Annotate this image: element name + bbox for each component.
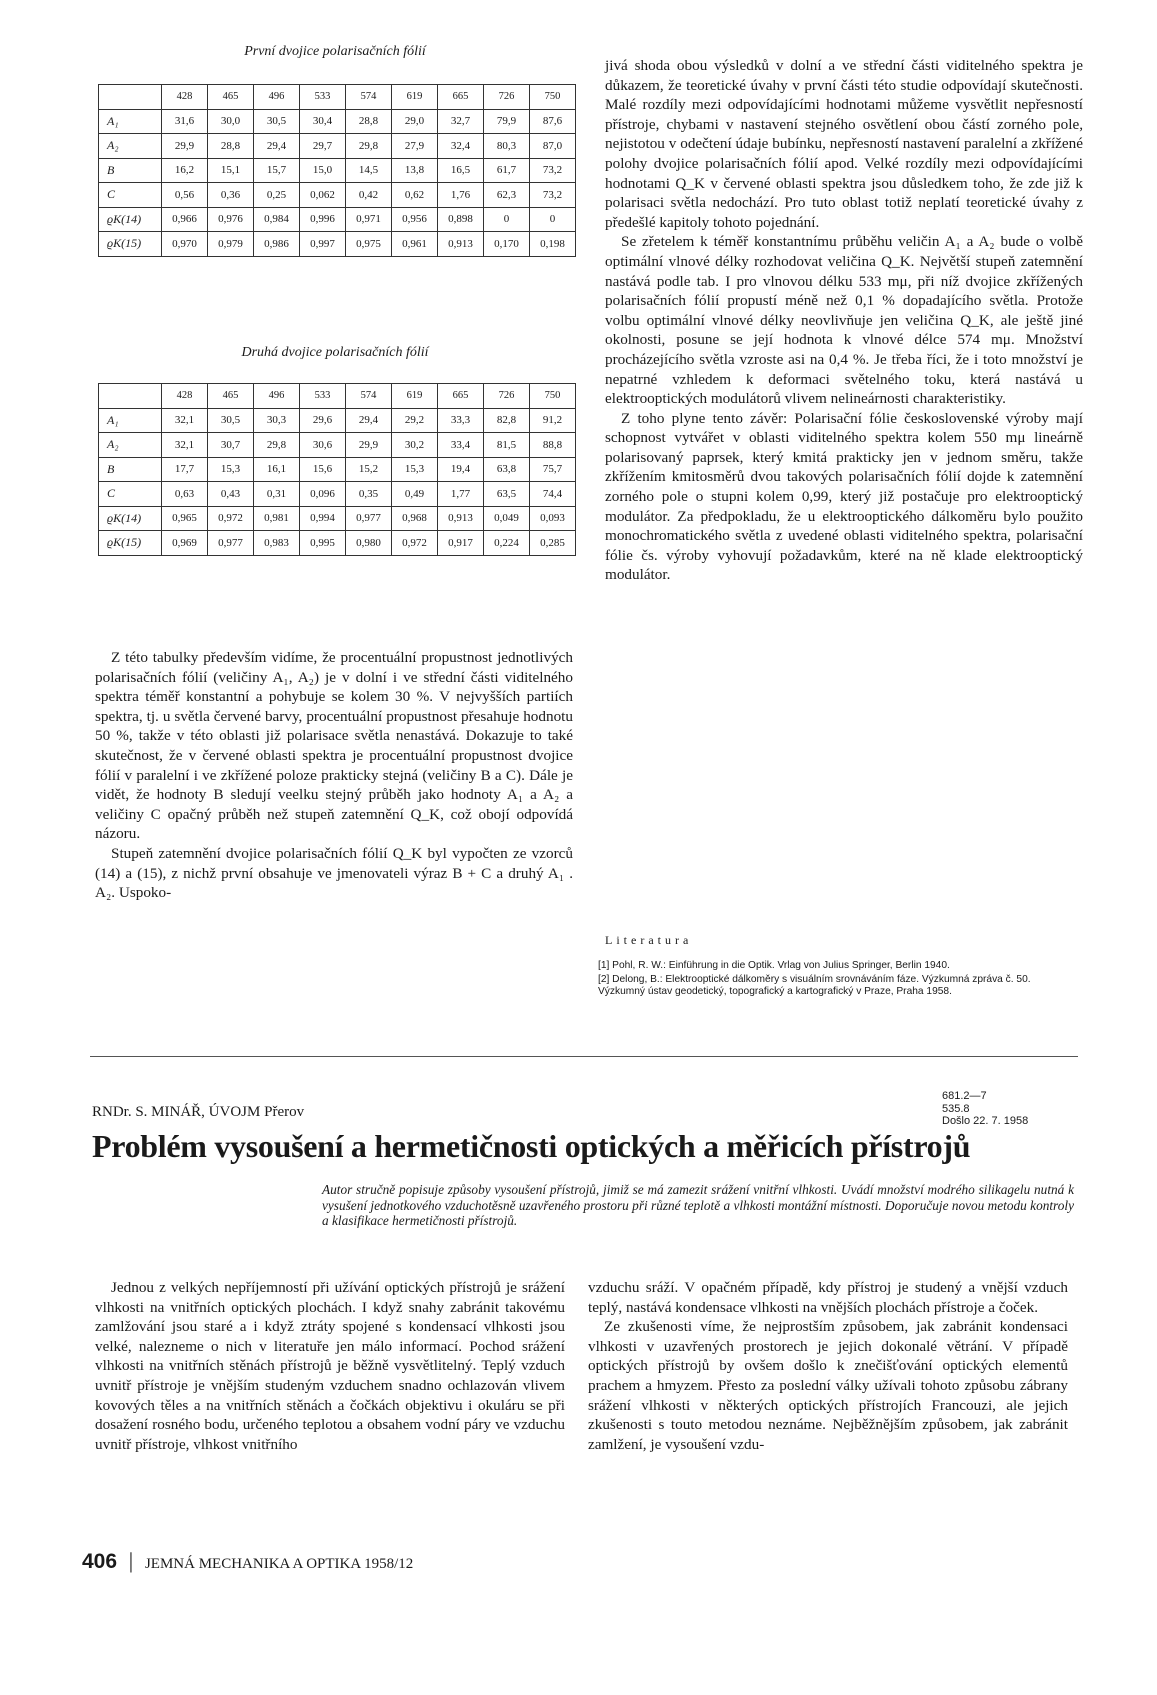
table-cell: 29,7 [300,134,346,159]
table-cell: 32,4 [438,134,484,159]
table-cell: 30,4 [300,109,346,134]
udc-code: 681.2—7 [942,1090,987,1102]
right-column [605,56,1083,585]
table-cell: 1,76 [438,183,484,208]
table-cell: 91,2 [530,408,576,433]
table-row [99,457,576,482]
row-label: A₁ [99,109,162,134]
author: RNDr. S. MINÁŘ, ÚVOJM Přerov [92,1104,305,1120]
row-label: B [99,457,162,482]
header-cell: 750 [530,85,576,110]
table-cell: 16,2 [162,158,208,183]
header-cell: 619 [392,85,438,110]
row-label: C [99,482,162,507]
table-cell: 0,224 [484,531,530,556]
table-cell: 0 [484,207,530,232]
table-header-row [99,384,576,409]
table-cell: 0,965 [162,506,208,531]
header-cell: 496 [254,384,300,409]
table-cell: 63,5 [484,482,530,507]
table-cell: 0,917 [438,531,484,556]
table-cell: 0,970 [162,232,208,257]
table-row [99,158,576,183]
table-cell: 0,31 [254,482,300,507]
table-cell: 29,6 [300,408,346,433]
table-cell: 0,36 [208,183,254,208]
table-cell: 28,8 [208,134,254,159]
table-cell: 0,977 [208,531,254,556]
table-cell: 16,5 [438,158,484,183]
table-cell: 0,983 [254,531,300,556]
table-cell: 15,3 [208,457,254,482]
table-cell: 0,994 [300,506,346,531]
table-cell: 62,3 [484,183,530,208]
table-cell: 0,976 [208,207,254,232]
table-cell: 30,7 [208,433,254,458]
header-cell: 465 [208,85,254,110]
article-right-column [588,1278,1068,1454]
table-cell: 0,972 [392,531,438,556]
table-cell: 0,913 [438,506,484,531]
footer-separator: | [128,1548,134,1573]
table-cell: 0,996 [300,207,346,232]
abstract: Autor stručně popisuje způsoby vysoušení přístrojů, jimiž se má zamezit srážení vnitřní vlhkosti. Uvádí množství modrého silikagelu nutná k vysušení jednotkového vzduchotěsně uzavřeného prostoru při různé teplotě a vlhkosti montážní místnosti. Doporučuje novou metodu kontroly a klasifikace hermetičnosti přístrojů. [322,1182,1074,1228]
table-cell: 29,9 [162,134,208,159]
reference: [1] Pohl, R. W.: Einführung in die Optik. Vrlag von Julius Springer, Berlin 1940. [598,960,950,971]
header-cell: 533 [300,85,346,110]
table-cell: 87,6 [530,109,576,134]
paragraph: Z toho plyne tento závěr: Polarisační fólie československé výroby mají schopnost vytvářet v oblasti viditelného spektra kolem 550 mμ lineárně polarisovaný paprsek, který kmitá prakticky jen v jednom směru, takže zkřížením kmitosměrů dvou takových polarisačních fólií dojde k zatemnění zorného pole o stupni kolem 0,99, který již postačuje pro elektrooptický modulátor. Za předpokladu, že u elektrooptického dálkoměru bylo použito monochromatického světla z uvedené oblasti viditelného spektra, polarisační fólie čs. výroby vyhovují požadavkům, které na ně klade elektrooptický modulátor. [605,409,1083,584]
table-cell: 73,2 [530,158,576,183]
table-cell: 27,9 [392,134,438,159]
table-cell: 0,56 [162,183,208,208]
table-cell: 0,966 [162,207,208,232]
table-row [99,232,576,257]
table-cell: 0,975 [346,232,392,257]
table-cell: 29,8 [254,433,300,458]
table-cell: 15,1 [208,158,254,183]
table-cell: 0,981 [254,506,300,531]
table-cell: 73,2 [530,183,576,208]
table-cell: 15,7 [254,158,300,183]
table-cell: 0,898 [438,207,484,232]
page-number: 406 [82,1550,118,1573]
table-cell: 0,49 [392,482,438,507]
table-cell: 63,8 [484,457,530,482]
header-cell: 619 [392,384,438,409]
table-cell: 15,3 [392,457,438,482]
paragraph: jivá shoda obou výsledků v dolní a ve střední části viditelného spektra je důkazem, že teoretické úvahy v první části této studie odpovídají skutečnosti. Malé rozdíly mezi odpovídajícími hodnotami můžeme vysvětlit nepřesností přístroje, chybami v nastavení stejného osvětlení obou částí zorného pole, nejistotou v odečtení údaje bubínku, nepřesností nastavení paralelní a zkřížené polohy dvojice polarisačních fólií apod. Velké rozdíly mezi odpovídajícími hodnotami Q_K v červené oblasti spektra jsou důsledkem toho, že zde již k polarisaci světla nedochází. Pro tuto oblast totiž neplatí teoretické úvahy z předešlé kapitoly tohoto pojednání. [605,57,1083,231]
header-cell: 750 [530,384,576,409]
table-header-row [99,85,576,110]
table-cell: 29,0 [392,109,438,134]
reference: [2] Delong, B.: Elektrooptické dálkoměry s visuálním srovnáváním fáze. Výzkumná zpráva č. 50. Výzkumný ústav geodetický, topografický a kartografický v Praze, Praha 1958. [598,974,1031,997]
table-cell: 79,9 [484,109,530,134]
header-cell: 496 [254,85,300,110]
table-cell: 30,2 [392,433,438,458]
footer [82,1548,413,1574]
table-cell: 30,6 [300,433,346,458]
table-cell: 30,3 [254,408,300,433]
table-row [99,134,576,159]
table-cell: 29,9 [346,433,392,458]
row-label: ϱK(15) [99,232,162,257]
article-title: Problém vysoušení a hermetičnosti optických a měřicích přístrojů [92,1128,971,1164]
table-cell: 0,956 [392,207,438,232]
table-cell: 31,6 [162,109,208,134]
table-cell: 74,4 [530,482,576,507]
table1-caption: První dvojice polarisačních fólií [244,44,426,59]
table-cell: 0,972 [208,506,254,531]
table-row [99,183,576,208]
table-cell: 0,971 [346,207,392,232]
paragraph: Stupeň zatemnění dvojice polarisačních fólií Q_K byl vypočten ze vzorců (14) a (15), z nichž první obsahuje ve jmenovateli výraz B + C a druhý A₁ . A₂. Uspoko- [95,844,573,902]
table-cell: 0,198 [530,232,576,257]
row-label: A₂ [99,433,162,458]
table-cell: 32,1 [162,408,208,433]
table2-caption: Druhá dvojice polarisačních fólií [241,345,429,360]
table1 [98,84,576,257]
paragraph: Jednou z velkých nepříjemností při užívání optických přístrojů je srážení vlhkosti na vnitřních optických plochách. I když snahy zabránit takovému zamlžování jsou staré a i když ztráty spojené s kondensací vlhkosti jsou velké, nalezneme o nich v literatuře jen málo informací. Pochod srážení vlhkosti na vnitřních stěnách přístrojů je běžně vysvětlitelný. Teplý vzduch uvnitř přístroje je vnějším studeným vzduchem snadno ochlazován vlivem kovových těles a na vnitřních stěnách a čočkách objektivu i okuláru se při dosažení rosného bodu, určeného teplotou a obsahem vodní páry ve vzduchu uvnitř přístroje, vlhkost vnitřního [95,1279,565,1453]
table-cell: 0,096 [300,482,346,507]
table-row [99,506,576,531]
table-cell: 0,979 [208,232,254,257]
table-cell: 29,8 [346,134,392,159]
header-cell: 726 [484,85,530,110]
divider [90,1056,1078,1057]
header-cell [99,85,162,110]
paragraph: vzduchu sráží. V opačném případě, kdy přístroj je studený a vnější vzduch teplý, nastává kondensace vlhkosti na vnějších plochách přístroje a čoček. [588,1279,1068,1316]
table-cell: 16,1 [254,457,300,482]
table-cell: 88,8 [530,433,576,458]
table-cell: 32,7 [438,109,484,134]
header-cell [99,384,162,409]
row-label: ϱK(14) [99,506,162,531]
table-cell: 0,995 [300,531,346,556]
table-cell: 1,77 [438,482,484,507]
table-cell: 81,5 [484,433,530,458]
table-cell: 33,3 [438,408,484,433]
table-cell: 15,0 [300,158,346,183]
table2 [98,383,576,556]
table-cell: 0,961 [392,232,438,257]
row-label: ϱK(14) [99,207,162,232]
received-date: Došlo 22. 7. 1958 [942,1115,1029,1127]
left-column [95,648,573,903]
table-cell: 0,913 [438,232,484,257]
table-cell: 82,8 [484,408,530,433]
table-cell: 0,170 [484,232,530,257]
table-row [99,482,576,507]
table-cell: 30,5 [208,408,254,433]
table-cell: 0,093 [530,506,576,531]
table-cell: 28,8 [346,109,392,134]
table-cell: 0,35 [346,482,392,507]
paragraph: Se zřetelem k téměř konstantnímu průběhu veličin A₁ a A₂ bude o volbě optimální vlnové délky rozhodovat veličina Q_K. Největší stupeň zatemnění nastává podle tab. I pro vlnovou délku 533 mμ, při níž dvojice zkřížených polarisačních fólií propustí méně než 0,1 % dopadajícího světla. Protože volbu optimální vlnové délky neovlivňuje jen veličina Q_K, ale ještě jiné okolnosti, posune se její hodnota k vlnové délce 574 mμ. Množství procházejícího světla vzroste asi na 0,4 %. Je třeba říci, že i toto množství je nepatrné vzhledem k deformaci světelného toku, která nastává u elektrooptických modulátorů vlivem nelineárnosti charakteristiky. [605,233,1083,408]
table-cell: 80,3 [484,134,530,159]
header-cell: 574 [346,85,392,110]
table-cell: 17,7 [162,457,208,482]
header-cell: 574 [346,384,392,409]
row-label: A₁ [99,408,162,433]
table-cell: 0,997 [300,232,346,257]
article-left-column [95,1278,565,1454]
row-label: A₂ [99,134,162,159]
table-cell: 29,4 [254,134,300,159]
table-cell: 75,7 [530,457,576,482]
udc-code: 535.8 [942,1102,970,1115]
header-cell: 465 [208,384,254,409]
table-cell: 0,968 [392,506,438,531]
header-cell: 533 [300,384,346,409]
table-cell: 29,2 [392,408,438,433]
header-cell: 428 [162,384,208,409]
table-cell: 0,63 [162,482,208,507]
table-row [99,408,576,433]
row-label: B [99,158,162,183]
row-label: ϱK(15) [99,531,162,556]
table-cell: 0,062 [300,183,346,208]
table-cell: 29,4 [346,408,392,433]
table-cell: 87,0 [530,134,576,159]
table-cell: 0,986 [254,232,300,257]
table-cell: 0,980 [346,531,392,556]
table-cell: 32,1 [162,433,208,458]
table-row [99,207,576,232]
table-cell: 30,5 [254,109,300,134]
table-cell: 0,285 [530,531,576,556]
header-cell: 665 [438,384,484,409]
header-cell: 428 [162,85,208,110]
table-cell: 0,049 [484,506,530,531]
table-cell: 15,6 [300,457,346,482]
table-cell: 0,25 [254,183,300,208]
table-cell: 15,2 [346,457,392,482]
table-cell: 0,977 [346,506,392,531]
table-cell: 33,4 [438,433,484,458]
table-cell: 0,42 [346,183,392,208]
literature-heading: Literatura [605,933,693,947]
table-cell: 19,4 [438,457,484,482]
table-cell: 14,5 [346,158,392,183]
table-cell: 0,62 [392,183,438,208]
table-cell: 61,7 [484,158,530,183]
paragraph: Ze zkušenosti víme, že nejprostším způsobem, jak zabránit kondensaci vlhkosti v uzavřených prostorech je jejich dokonalé větrání. V případě optických přístrojů by ovšem došlo k znečišťování optických elementů prachem a hmyzem. Přesto za poslední války užívali tohoto způsobu zábrany srážení vlhkosti v některých optických přístrojích Francouzi, ale jejich zkušenosti s touto metodou neznáme. Nejběžnějším způsobem, jak zabránit zamlžení, je vysoušení vzdu- [588,1318,1068,1453]
table-cell: 13,8 [392,158,438,183]
table-row [99,109,576,134]
table-cell: 0,984 [254,207,300,232]
table-cell: 0,969 [162,531,208,556]
table-cell: 0,43 [208,482,254,507]
header-cell: 726 [484,384,530,409]
references [598,960,1078,1000]
journal-name: JEMNÁ MECHANIKA A OPTIKA 1958/12 [144,1556,414,1572]
header-cell: 665 [438,85,484,110]
table-cell: 30,0 [208,109,254,134]
udc-block [942,1090,1028,1128]
paragraph: Z této tabulky především vidíme, že procentuální propustnost jednotlivých polarisačních fólií (veličiny A₁, A₂) je v dolní i ve střední části viditelného spektra téměř konstantní a pohybuje se kolem 30 %. V nejvyšších partiích spektra, tj. u světla červené barvy, procentuální propustnost přesahuje hodnotu 50 %, takže v této oblasti již polarisace světla nenastává. Dokazuje to také skutečnost, že v červené oblasti spektra je procentuální propustnost dvojice fólií v paralelní i ve zkřížené poloze prakticky stejná (veličiny B a C). Dále je vidět, že hodnoty B sledují veelku stejný průběh jako hodnoty A₁ a A₂ a veličiny C opačný průběh než stupeň zatemnění Q_K, což obojí odpovídá názoru. [95,649,573,843]
table-cell: 0 [530,207,576,232]
table-row [99,531,576,556]
table-row [99,433,576,458]
row-label: C [99,183,162,208]
